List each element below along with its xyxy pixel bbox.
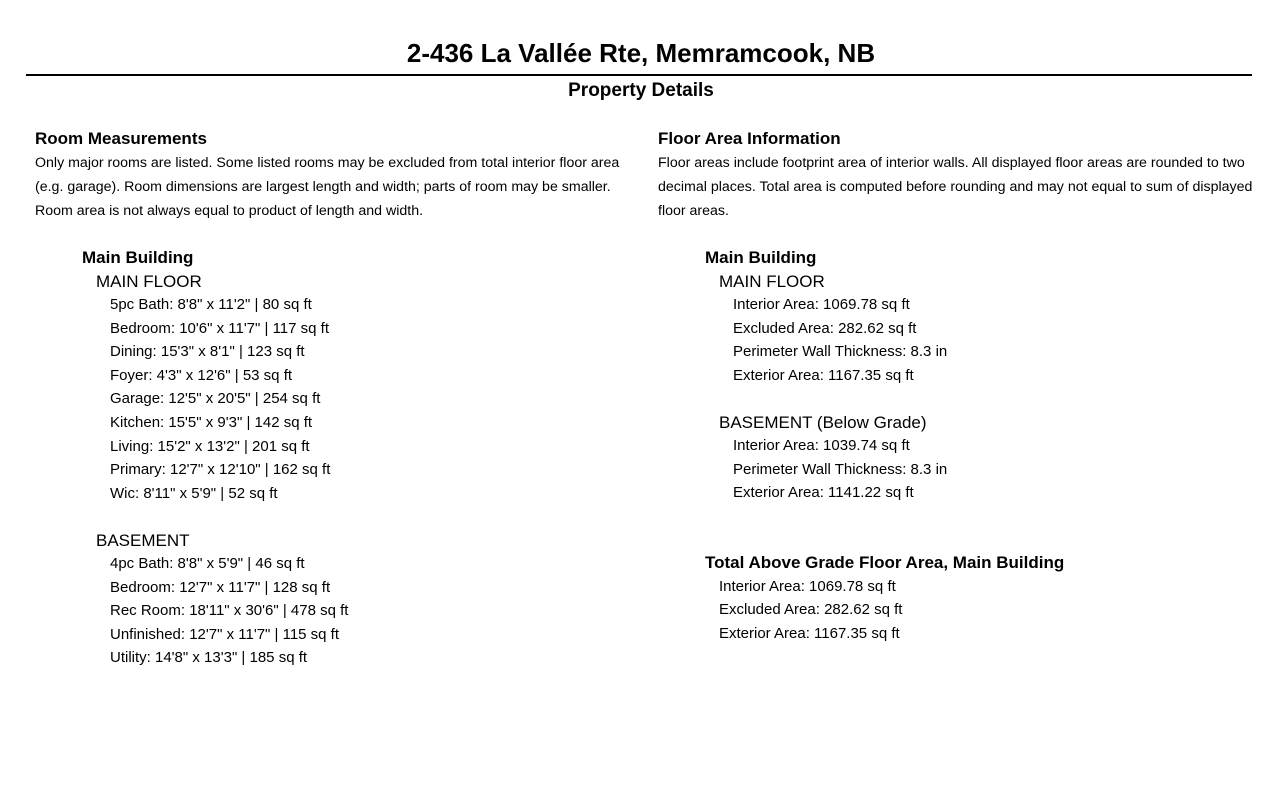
total-area-block: [705, 551, 1268, 646]
room-item: Foyer: 4'3" x 12'6" | 53 sq ft: [110, 366, 293, 384]
room-item: Bedroom: 10'6" x 11'7" | 117 sq ft: [110, 319, 330, 337]
rooms-building-name: Main Building: [82, 248, 194, 267]
area-item: Interior Area: 1039.74 sq ft: [733, 436, 910, 454]
floor-area-section: [658, 127, 1268, 646]
room-item: 5pc Bath: 8'8" x 11'2" | 80 sq ft: [110, 296, 312, 313]
area-item: Perimeter Wall Thickness: 8.3 in: [733, 460, 948, 478]
area-floor-basement: [719, 411, 1268, 505]
rooms-floor-name: BASEMENT: [96, 530, 190, 550]
room-item: Living: 15'2" x 13'2" | 201 sq ft: [110, 437, 310, 455]
room-item: 4pc Bath: 8'8" x 5'9" | 46 sq ft: [110, 554, 305, 572]
area-item: Perimeter Wall Thickness: 8.3 in: [733, 343, 948, 361]
room-measurements-description: Only major rooms are listed. Some listed rooms may be excluded from total interior floor area (e.g. garage). Room dimensions are largest length and width; parts of room may be smaller. Room area is not always equal to product of length and width.: [35, 155, 620, 219]
rooms-floor-main: [96, 270, 635, 505]
area-item: Exterior Area: 1141.22 sq ft: [733, 484, 914, 502]
rooms-floor-basement: [96, 529, 635, 670]
room-measurements-heading: Room Measurements: [35, 129, 207, 148]
total-area-heading: Total Above Grade Floor Area, Main Building: [705, 552, 1065, 572]
area-building: [705, 246, 1268, 505]
total-area-item: Excluded Area: 282.62 sq ft: [719, 601, 903, 619]
room-item: Primary: 12'7" x 12'10" | 162 sq ft: [110, 461, 331, 479]
room-item: Kitchen: 15'5" x 9'3" | 142 sq ft: [110, 413, 313, 431]
room-item: Dining: 15'3" x 8'1" | 123 sq ft: [110, 343, 305, 361]
area-floor-name: MAIN FLOOR: [719, 272, 825, 291]
room-item: Unfinished: 12'7" x 11'7" | 115 sq ft: [110, 625, 340, 643]
total-area-item: Interior Area: 1069.78 sq ft: [719, 577, 896, 595]
room-item: Utility: 14'8" x 13'3" | 185 sq ft: [110, 649, 308, 667]
area-floor-name: BASEMENT (Below Grade): [719, 412, 927, 432]
area-item: Excluded Area: 282.62 sq ft: [733, 319, 917, 337]
room-item: Bedroom: 12'7" x 11'7" | 128 sq ft: [110, 578, 331, 596]
page-subtitle: Property Details: [568, 80, 714, 101]
area-item: Exterior Area: 1167.35 sq ft: [733, 366, 914, 384]
room-item: Wic: 8'11" x 5'9" | 52 sq ft: [110, 484, 278, 502]
room-item: Garage: 12'5" x 20'5" | 254 sq ft: [110, 390, 321, 408]
floor-area-heading: Floor Area Information: [658, 129, 841, 148]
rooms-building: [82, 246, 635, 670]
floor-area-description: Floor areas include footprint area of interior walls. All displayed floor areas are rounded to two decimal places. Total area is computed before rounding and may not equal to sum of displayed floor areas.: [658, 155, 1253, 219]
rooms-floor-name: MAIN FLOOR: [96, 272, 202, 291]
area-building-name: Main Building: [705, 248, 817, 267]
room-item: Rec Room: 18'11" x 30'6" | 478 sq ft: [110, 602, 349, 620]
area-item: Interior Area: 1069.78 sq ft: [733, 296, 910, 313]
room-measurements-section: [35, 127, 635, 670]
total-area-item: Exterior Area: 1167.35 sq ft: [719, 624, 900, 642]
area-floor-main: [719, 270, 1268, 387]
page-title: 2-436 La Vallée Rte, Memramcook, NB: [406, 38, 876, 68]
title-divider: [26, 74, 1252, 76]
